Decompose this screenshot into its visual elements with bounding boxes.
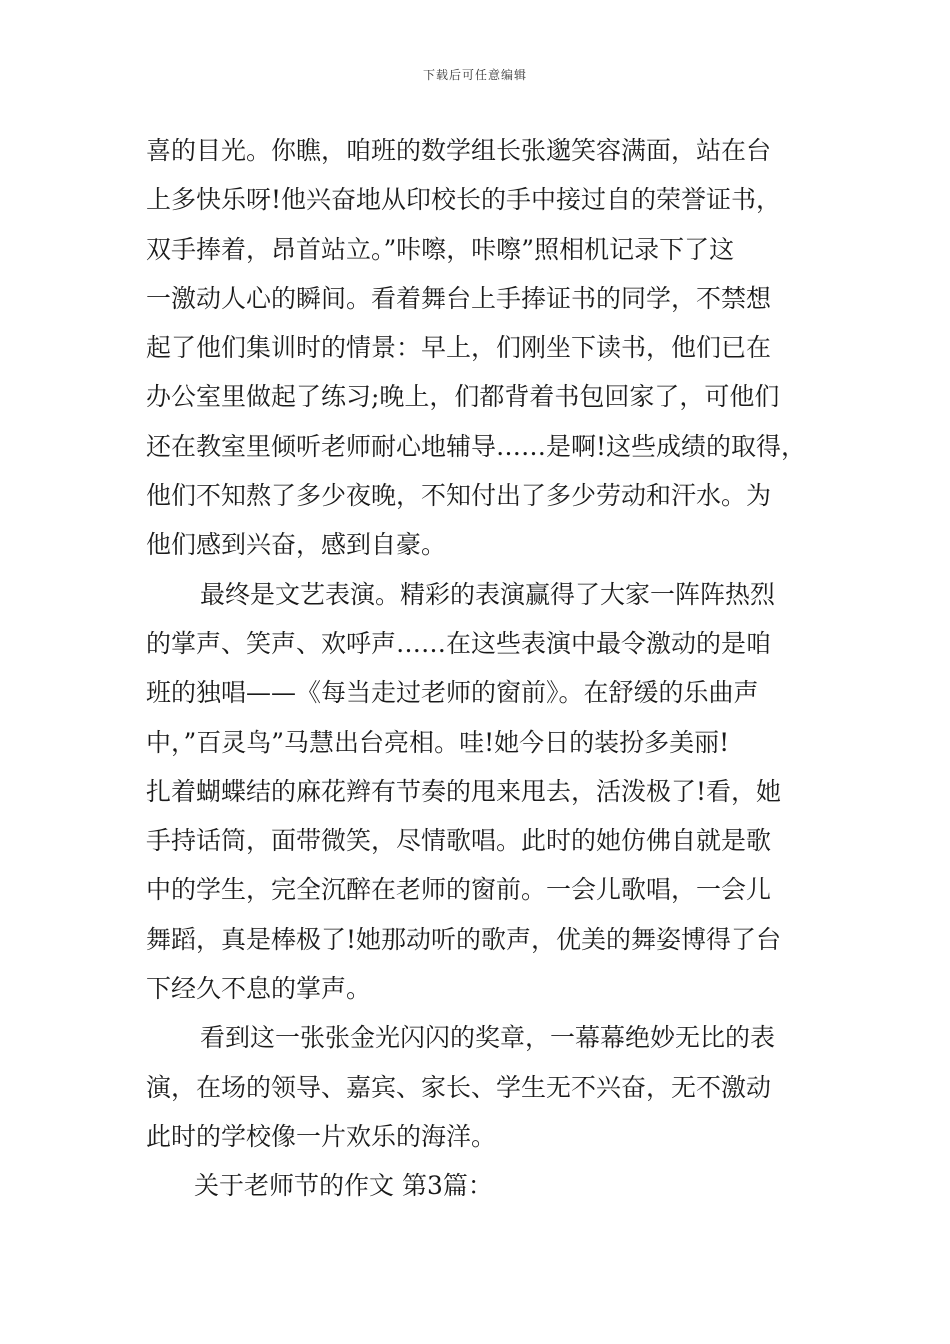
paragraph <box>146 1013 826 1161</box>
text-line: 扎着蝴蝶结的麻花辫有节奏的甩来甩去，活泼极了!看，她 <box>146 776 782 806</box>
page-header: 下载后可任意编辑 <box>422 68 527 82</box>
text-line: 他们感到兴奋，感到自豪。 <box>146 530 447 560</box>
text-line: 办公室里做起了练习;晚上，们都背着书包回家了，可他们 <box>146 382 780 412</box>
text-line: 此时的学校像一片欢乐的海洋。 <box>146 1121 497 1151</box>
text-line: 还在教室里倾听老师耐心地辅导……是啊!这些成绩的取得， <box>146 431 807 461</box>
text-line: 看到这一张张金光闪闪的奖章，一幕幕绝妙无比的表 <box>200 1023 776 1053</box>
document-body <box>146 126 826 1211</box>
text-line: 舞蹈，真是棒极了!她那动听的歌声，优美的舞姿博得了台 <box>146 924 782 954</box>
paragraph <box>146 570 826 1014</box>
text-line: 起了他们集训时的情景：早上，们刚坐下读书，他们已在 <box>146 333 772 363</box>
text-line: 的掌声、笑声、欢呼声……在这些表演中最令激动的是咱 <box>146 628 772 658</box>
paragraph <box>146 126 826 570</box>
text-line: 双手捧着，昂首站立。”咔嚓，咔嚓”照相机记录下了这 <box>146 234 735 264</box>
text-line: 上多快乐呀!他兴奋地从印校长的手中接过自的荣誉证书， <box>146 185 782 215</box>
text-line: 喜的目光。你瞧，咱班的数学组长张邈笑容满面，站在台 <box>146 136 772 165</box>
section-heading: 关于老师节的作文 第3篇： <box>194 1171 493 1201</box>
text-line: 班的独唱——《每当走过老师的窗前》。在舒缓的乐曲声 <box>146 678 759 708</box>
text-line: 手持话筒，面带微笑，尽情歌唱。此时的她仿佛自就是歌 <box>146 826 772 856</box>
text-line: 一激动人心的瞬间。看着舞台上手捧证书的同学，不禁想 <box>146 283 772 313</box>
text-line: 下经久不息的掌声。 <box>146 974 372 1004</box>
text-line: 他们不知熬了多少夜晚，不知付出了多少劳动和汗水。为 <box>146 481 772 511</box>
text-line: 演，在场的领导、嘉宾、家长、学生无不兴奋，无不激动 <box>146 1072 772 1102</box>
text-line: 最终是文艺表演。精彩的表演赢得了大家一阵阵热烈 <box>200 579 776 609</box>
text-line: 中的学生，完全沉醉在老师的窗前。一会儿歌唱，一会儿 <box>146 875 772 905</box>
text-line: 中，”百灵鸟”马慧出台亮相。哇!她今日的装扮多美丽! <box>146 727 730 757</box>
